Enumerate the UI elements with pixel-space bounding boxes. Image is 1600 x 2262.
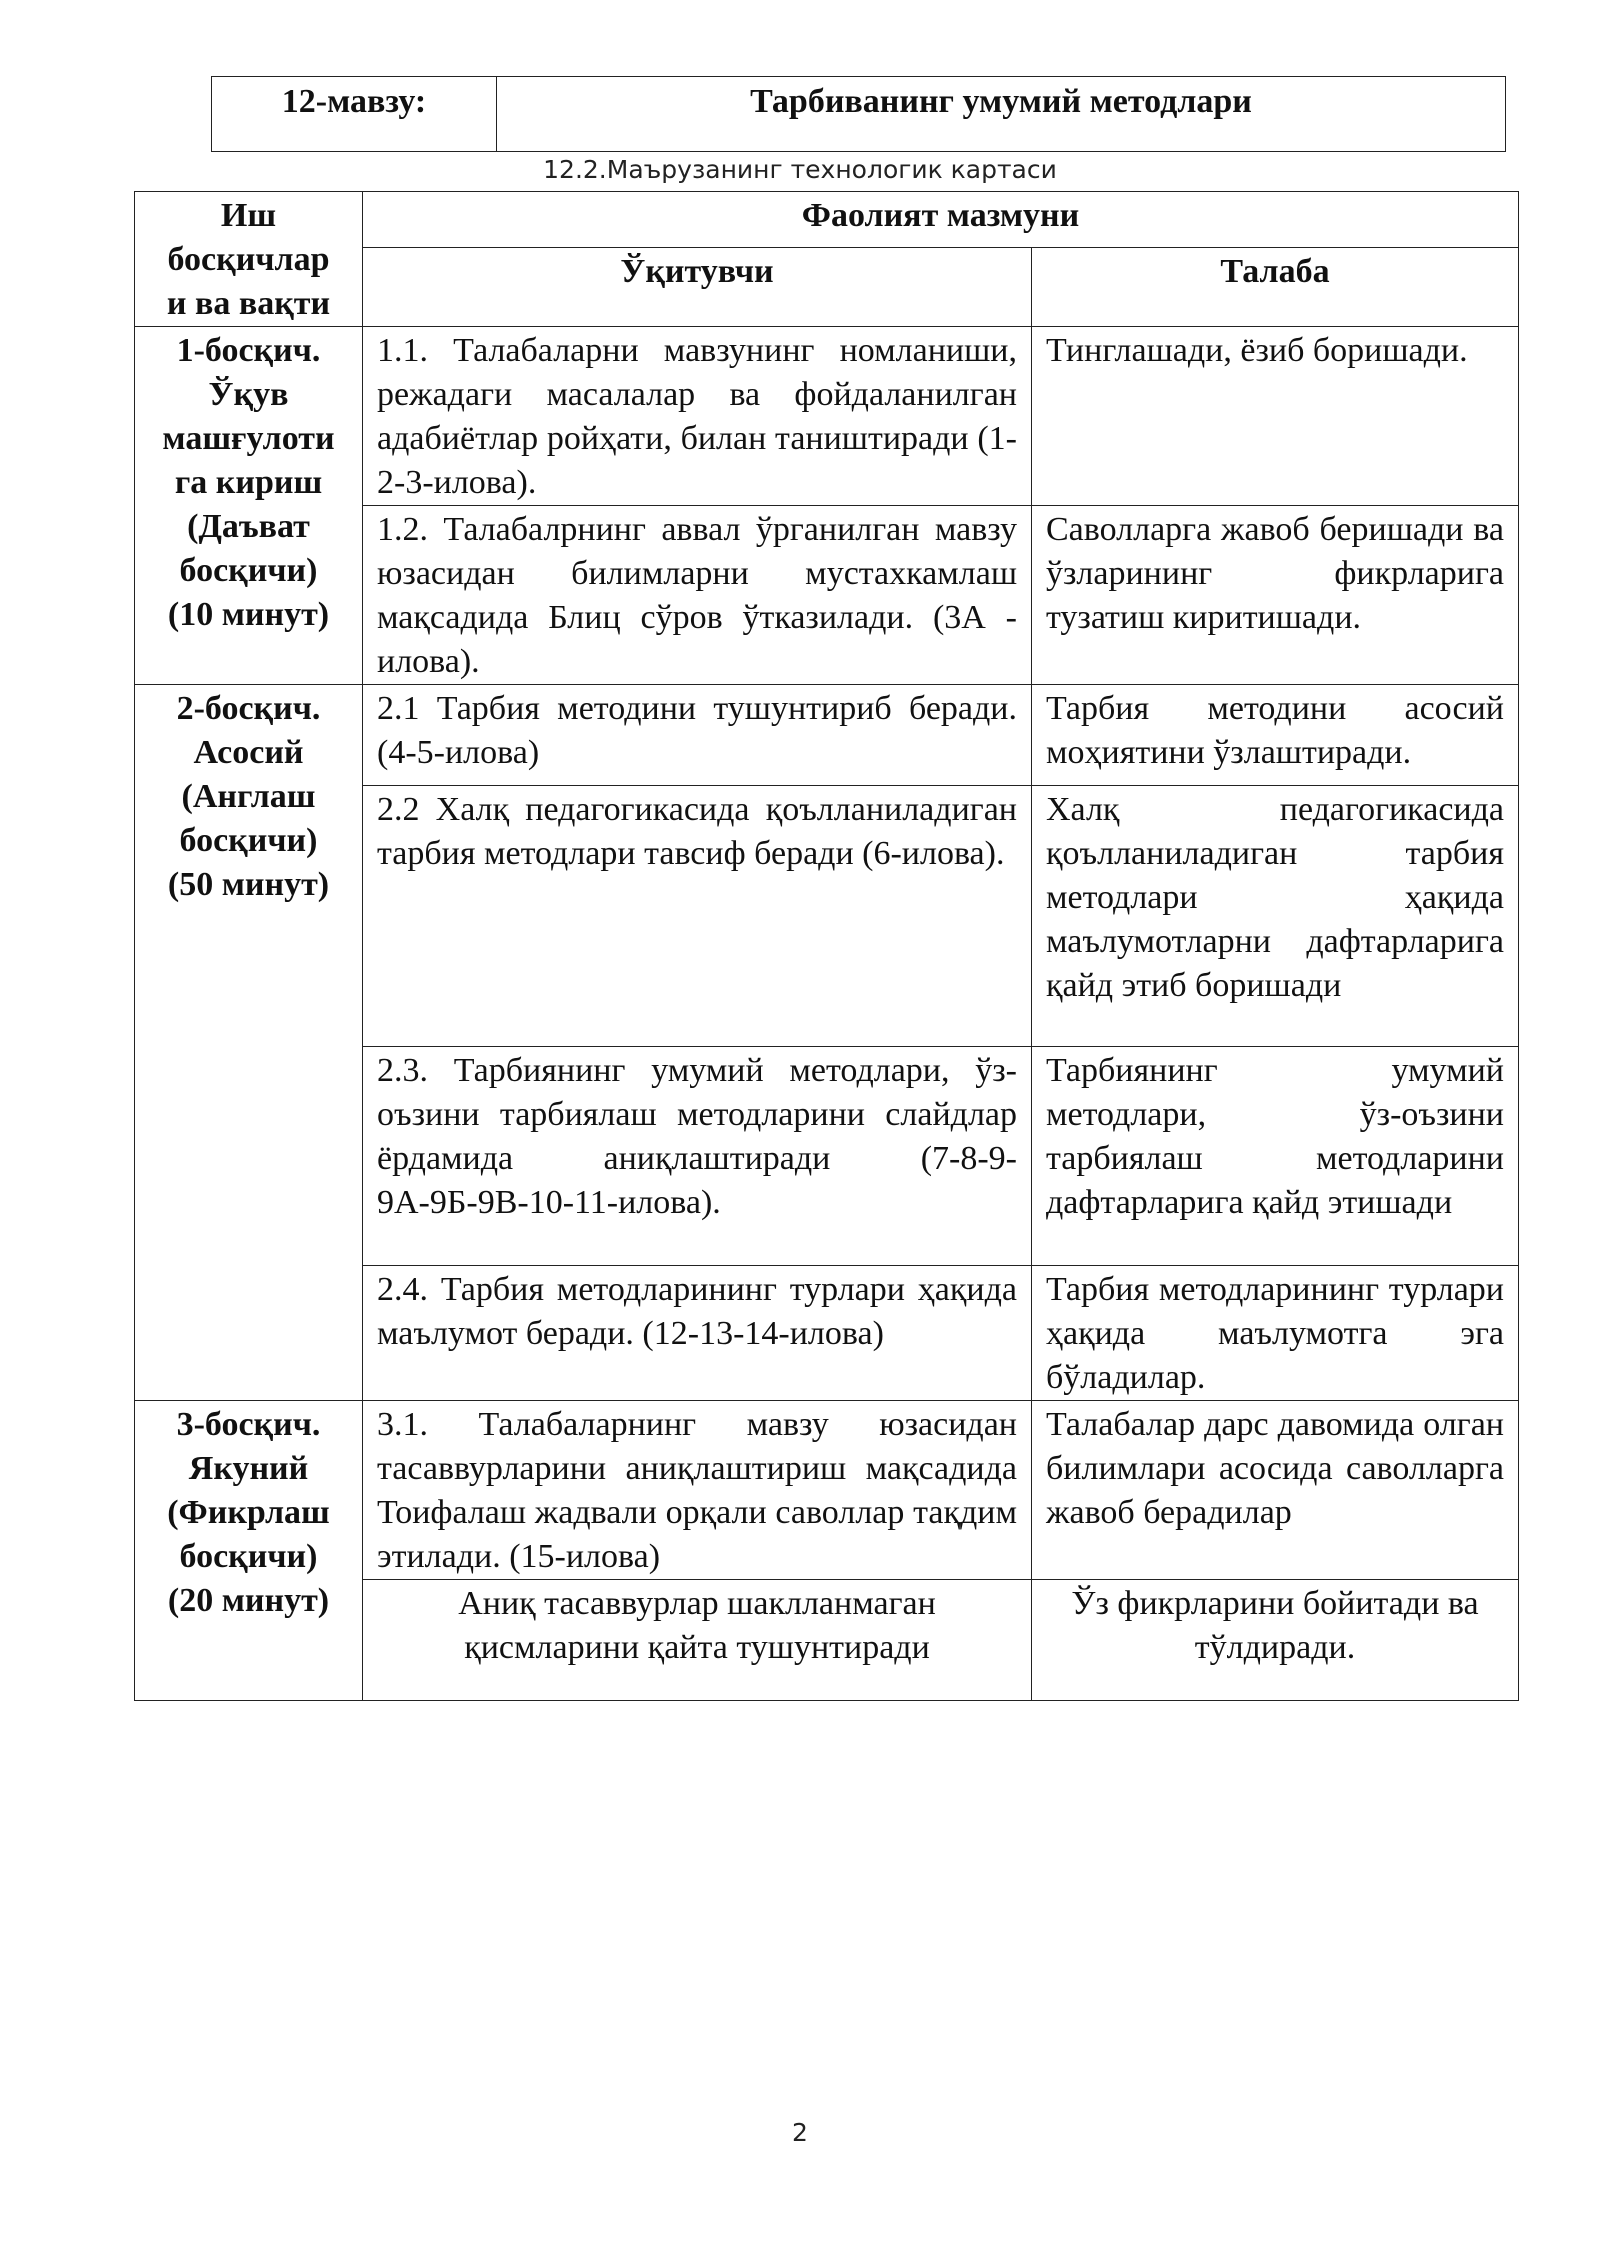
teacher-cell-2-2: 2.2 Халқ педагогикасида қоълланиладиган тарбия методлари тавсиф беради (6-илова). — [363, 786, 1032, 1047]
table-row — [135, 685, 1519, 786]
table-row — [135, 1401, 1519, 1580]
topic-number: 12-мавзу: — [212, 77, 497, 152]
student-cell-2-1: Тарбия методини асосий моҳиятини ўзлаштиради. — [1032, 685, 1519, 786]
teacher-cell-3-2: Аниқ тасаввурлар шаклланмаган қисмларини қайта тушунтиради — [363, 1580, 1032, 1701]
teacher-cell-2-3: 2.3. Тарбиянинг умумий методлари, ўз-оъзини тарбиялаш методларини слайдлар ёрдамида аниқлаштиради (7-8-9-9А-9Б-9В-10-11-илова). — [363, 1047, 1032, 1266]
stage-1-cell: 1-босқич. Ўқув машғулоти га кириш (Даъват босқичи) (10 минут) — [135, 327, 363, 685]
stage-2-cell: 2-босқич. Асосий (Англаш босқичи) (50 минут) — [135, 685, 363, 1401]
stage-header-line-3: и ва вақти — [166, 285, 331, 322]
teacher-cell-2-4: 2.4. Тарбия методларининг турлари ҳақида маълумот беради. (12-13-14-илова) — [363, 1266, 1032, 1401]
stage-column-header — [135, 192, 363, 327]
stage-3-cell: 3-босқич. Якуний (Фикрлаш босқичи) (20 минут) — [135, 1401, 363, 1701]
student-cell-3-1: Талабалар дарс давомида олган билимлари асосида саволларга жавоб берадилар — [1032, 1401, 1519, 1580]
topic-title: Тарбиванинг умумий методлари — [497, 77, 1506, 152]
teacher-cell-1-2: 1.2. Талабалрнинг аввал ўрганилган мавзу юзасидан билимларни мустахкамлаш мақсадида Блиц сўров ўтказилади. (3А - илова). — [363, 506, 1032, 685]
student-cell-1-1: Тинглашади, ёзиб боришади. — [1032, 327, 1519, 506]
teacher-cell-3-1: 3.1. Талабаларнинг мавзу юзасидан тасаввурларини аниқлаштириш мақсадида Тоифалаш жадвали орқали саволлар тақдим этилади. (15-илова) — [363, 1401, 1032, 1580]
student-cell-2-3: Тарбиянинг умумий методлари, ўз-оъзини тарбиялаш методларини дафтарларига қайд этишади — [1032, 1047, 1519, 1266]
student-cell-3-2: Ўз фикрларини бойитади ва тўлдиради. — [1032, 1580, 1519, 1701]
teacher-cell-2-1: 2.1 Тарбия методини тушунтириб беради. (4-5-илова) — [363, 685, 1032, 786]
technology-map-table — [134, 191, 1519, 1701]
topic-row — [212, 77, 1506, 152]
header-row — [135, 192, 1519, 248]
topic-table — [211, 76, 1506, 152]
teacher-header: Ўқитувчи — [363, 248, 1032, 327]
table-caption: 12.2.Маърузанинг технологик картаси — [543, 155, 1057, 184]
student-cell-2-4: Тарбия методларининг турлари ҳақида маълумотга эга бўладилар. — [1032, 1266, 1519, 1401]
student-cell-1-2: Саволларга жавоб беришади ва ўзларининг фикрларига тузатиш киритишади. — [1032, 506, 1519, 685]
stage-header-line-2: босқичлар — [167, 241, 330, 278]
stage-header-line-1: Иш — [220, 197, 277, 234]
student-header: Талаба — [1032, 248, 1519, 327]
student-cell-2-2: Халқ педагогикасида қоълланиладиган тарбия методлари ҳақида маълумотларни дафтарларига қайд этиб боришади — [1032, 786, 1519, 1047]
table-row — [135, 327, 1519, 506]
page-number: 2 — [792, 2118, 808, 2147]
activity-header: Фаолият мазмуни — [363, 192, 1519, 248]
teacher-cell-1-1: 1.1. Талабаларни мавзунинг номланиши, режадаги масалалар ва фойдаланилган адабиётлар ройҳати, билан таништиради (1-2-3-илова). — [363, 327, 1032, 506]
